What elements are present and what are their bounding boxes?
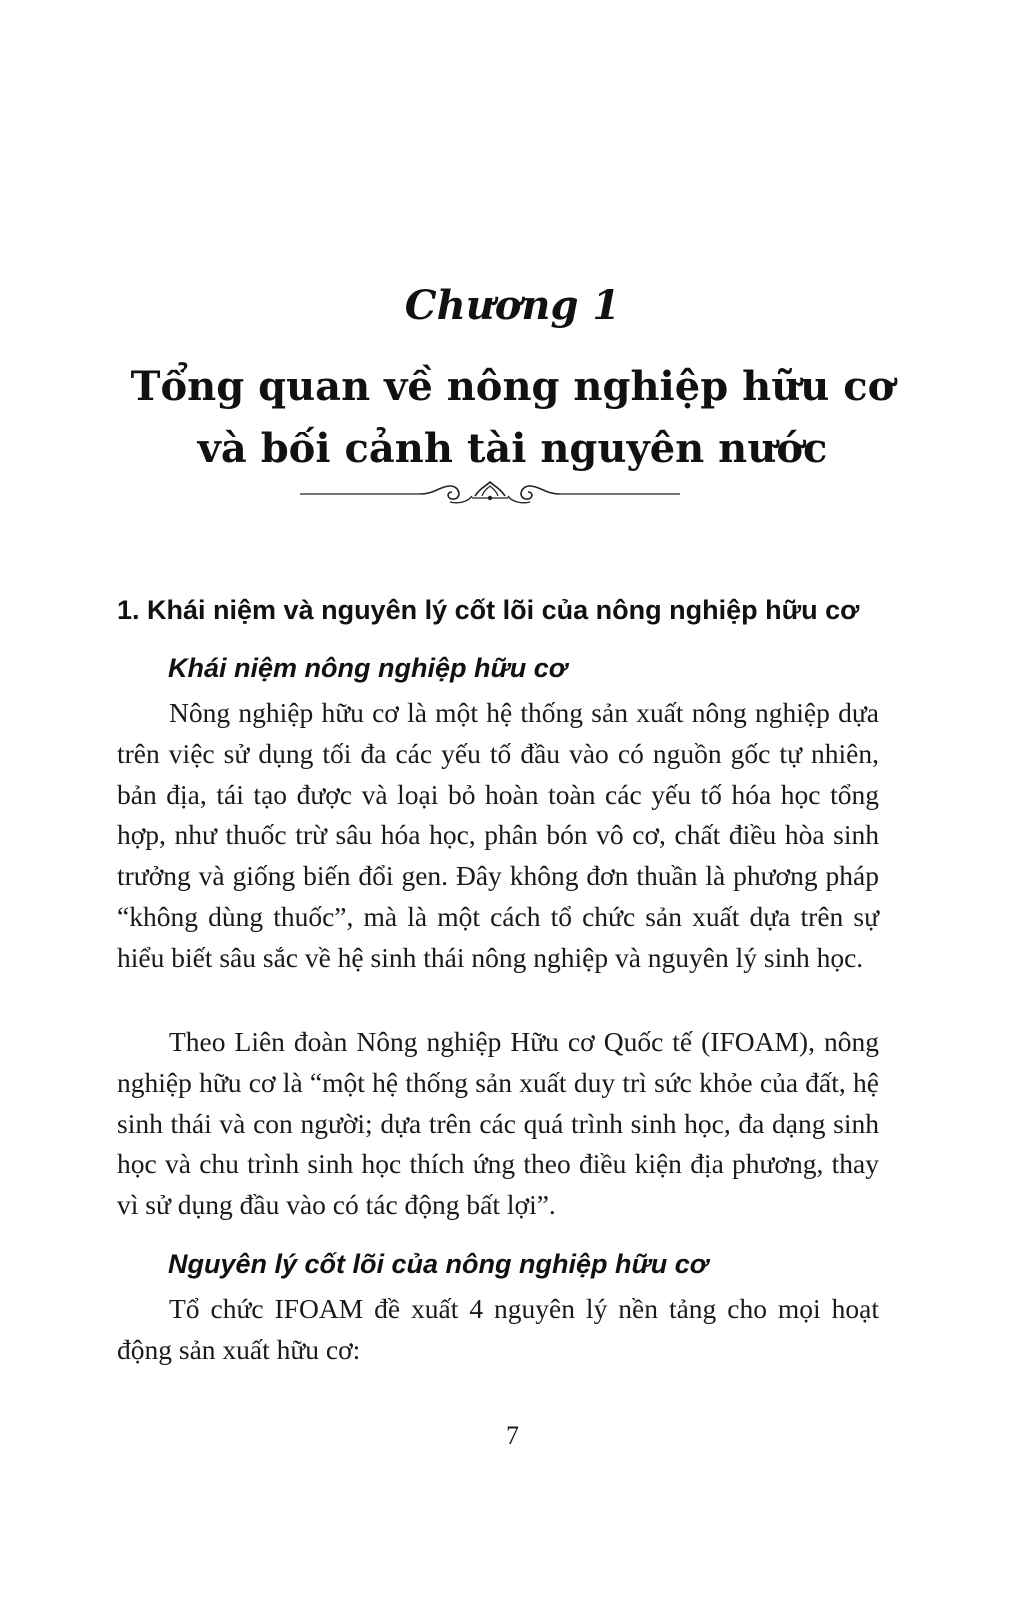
chapter-label: Chương 1 — [404, 282, 621, 329]
page-number: 7 — [506, 1421, 519, 1450]
subsection-heading: Nguyên lý cốt lõi của nông nghiệp hữu cơ — [168, 1249, 708, 1279]
paragraph: Tổ chức IFOAM đề xuất 4 nguyên lý nền tảng cho mọi hoạt động sản xuất hữu cơ: — [117, 1293, 879, 1365]
chapter-title: Tổng quan về nông nghiệp hữu cơ và bối cảnh tài nguyên nước — [130, 363, 895, 472]
section-heading: 1. Khái niệm và nguyên lý cốt lõi của nông nghiệp hữu cơ — [117, 595, 860, 625]
subsection-heading: Khái niệm nông nghiệp hữu cơ — [168, 653, 567, 683]
ornament-divider-icon — [300, 476, 680, 512]
paragraph: Theo Liên đoàn Nông nghiệp Hữu cơ Quốc tế (IFOAM), nông nghiệp hữu cơ là “một hệ thống sản xuất duy trì sức khỏe của đất, hệ sinh thái và con người; dựa trên các quá trình sinh học, đa dạng sinh học và chu trình sinh học thích ứng theo điều kiện địa phương, thay vì sử dụng đầu vào có tác động bất lợi”. — [117, 1026, 879, 1221]
paragraph: Nông nghiệp hữu cơ là một hệ thống sản xuất nông nghiệp dựa trên việc sử dụng tối đa các yếu tố đầu vào có nguồn gốc tự nhiên, bản địa, tái tạo được và loại bỏ hoàn toàn các yếu tố hóa học tổng hợp, như thuốc trừ sâu hóa học, phân bón vô cơ, chất điều hòa sinh trưởng và giống biến đổi gen. Đây không đơn thuần là phương pháp “không dùng thuốc”, mà là một cách tổ chức sản xuất dựa trên sự hiểu biết sâu sắc về hệ sinh thái nông nghiệp và nguyên lý sinh học. — [117, 697, 879, 973]
